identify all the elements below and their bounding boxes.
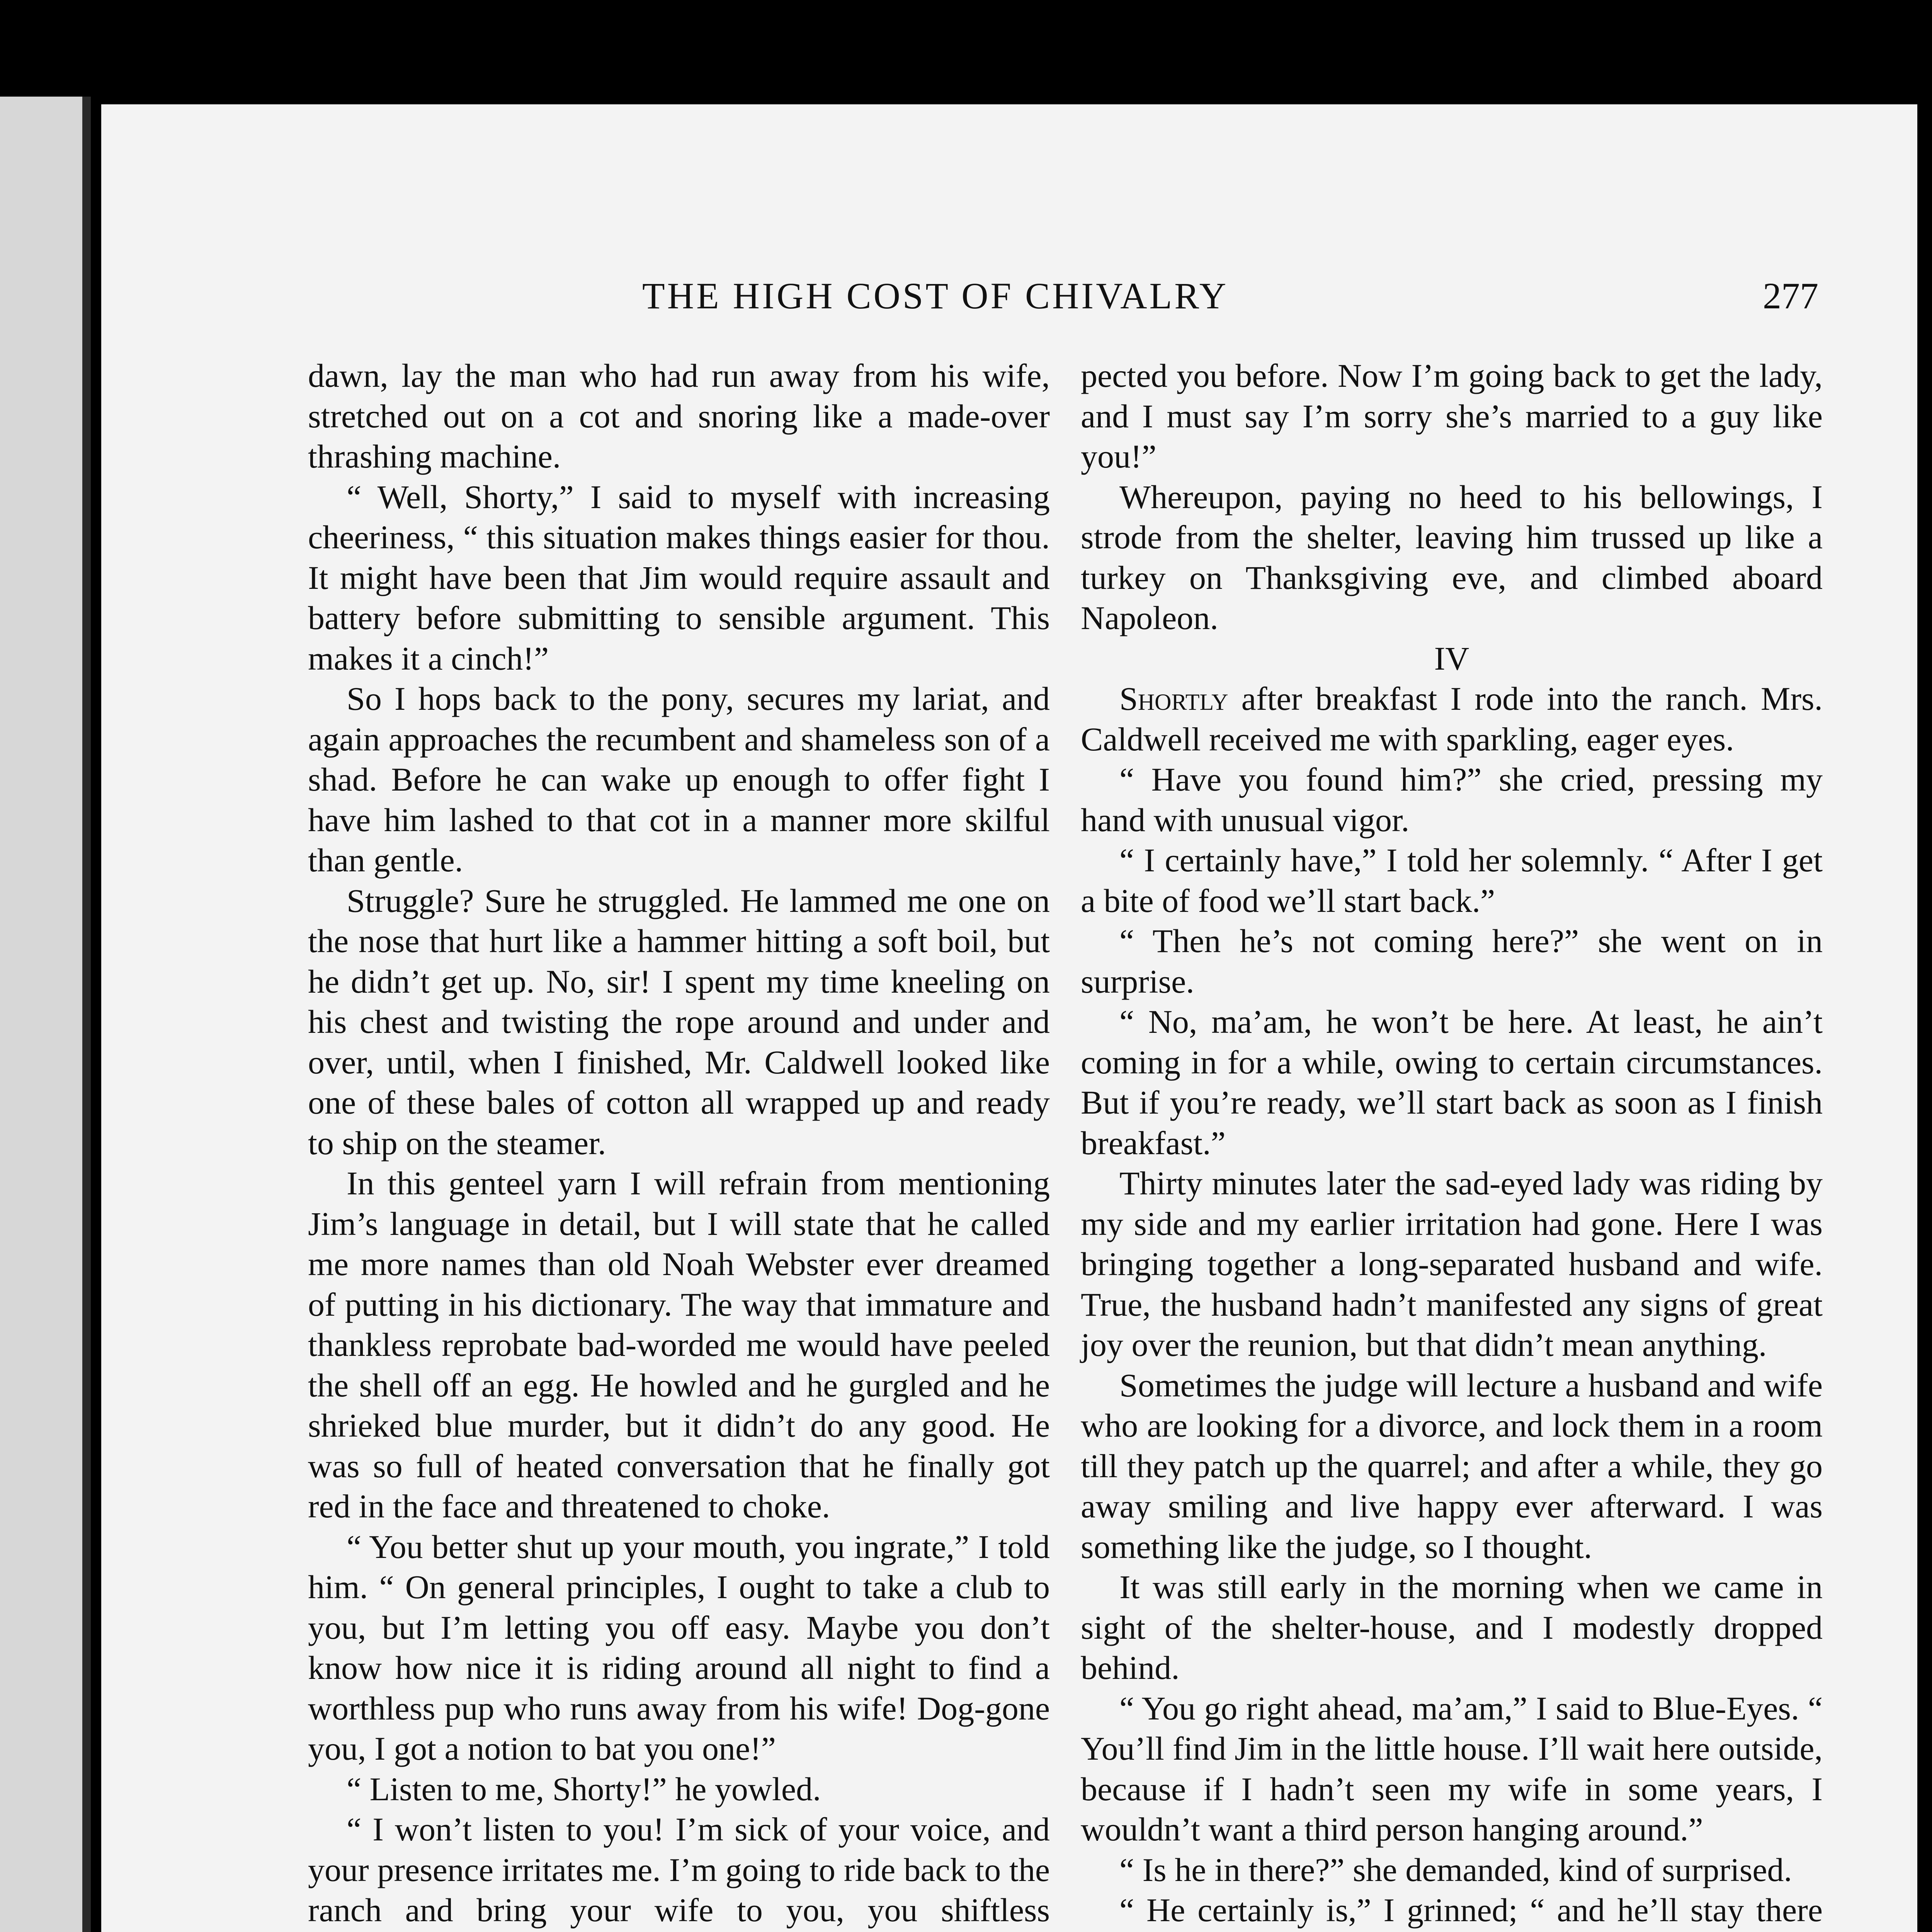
page-number: 277 — [1763, 275, 1818, 316]
paragraph-text: after breakfast I rode into the ranch. Mrs. Caldwell received me with sparkling, eager eyes. — [1081, 680, 1823, 758]
paragraph: “ He certainly is,” I grinned; “ and he’ll stay there — [1119, 1891, 1823, 1929]
paragraph: “ Have you found him?” she cried, pressing my hand with unusual vigor. — [1081, 761, 1823, 838]
paragraph: Whereupon, paying no heed to his bellowings, I strode from the shelter, leaving him trussed up like a turkey on Thanksgiving eve, and climbed aboard Napoleon. — [1081, 478, 1823, 636]
paragraph: Sometimes the judge will lecture a husband and wife who are looking for a divorce, and lock them in a room till they patch up the quarrel; and after a while, they go away smiling and live happy ever afterward. I was something like the judge, so I thought. — [1081, 1366, 1823, 1565]
paragraph: “ I certainly have,” I told her solemnly. “ After I get a bite of food we’ll start back.” — [1081, 842, 1823, 919]
paragraph: “ You go right ahead, ma’am,” I said to Blue-Eyes. “ You’ll find Jim in the little house. I’ll wait here outside, because if I hadn’t seen my wife in some years, I wouldn’t want a third person hanging around.” — [1081, 1689, 1823, 1848]
running-head — [101, 274, 1917, 336]
left-column — [308, 355, 1050, 1932]
paragraph: “ You better shut up your mouth, you ingrate,” I told him. “ On general principles, I ought to take a club to you, but I’m letting you off easy. Maybe you don’t know how nice it is riding around all night to find a worthless pup who runs away from his wife! Dog-gone you, I got a notion to bat you one!” — [308, 1528, 1050, 1767]
paragraph: It was still early in the morning when we came in sight of the shelter-house, and I modestly dropped behind. — [1081, 1568, 1823, 1686]
right-column — [1081, 355, 1823, 1932]
book-page — [101, 104, 1917, 1932]
adjacent-page-edge — [0, 97, 91, 1932]
paragraph: Struggle? Sure he struggled. He lammed me one on the nose that hurt like a hammer hitting a soft boil, but he didn’t get up. No, sir! I spent my time kneeling on his chest and twisting the rope around and under and over, until, when I finished, Mr. Caldwell looked like one of these bales of cotton all wrapped up and ready to ship on the steamer. — [308, 882, 1050, 1162]
lead-in-word: Shortly — [1119, 680, 1228, 717]
paragraph: So I hops back to the pony, secures my lariat, and again approaches the recumbent and shameless son of a shad. Before he can wake up enough to offer fight I have him lashed to that cot in a manner more skilful than gentle. — [308, 680, 1050, 879]
paragraph: “ Well, Shorty,” I said to myself with increasing cheeriness, “ this situation makes things easier for thou. It might have been that Jim would require assault and battery before submitting to sensible argument. This makes it a cinch!” — [308, 478, 1050, 677]
paragraph: “ I won’t listen to you! I’m sick of your voice, and your presence irritates me. I’m going to ride back to the ranch and bring your wife to you, you shiftless — [308, 1811, 1050, 1929]
paragraph: “ Then he’s not coming here?” she went on in surprise. — [1081, 922, 1823, 1000]
section-heading: IV — [1434, 639, 1469, 677]
paragraph: dawn, lay the man who had run away from his wife, stretched out on a cot and snoring like a made-over thrashing machine. — [308, 357, 1050, 475]
paragraph: “ Listen to me, Shorty!” he yowled. — [347, 1770, 821, 1808]
paragraph: In this genteel yarn I will refrain from mentioning Jim’s language in detail, but I will state that he called me more names than old Noah Webster ever dreamed of putting in his dictionary. The way that immature and thankless reprobate bad-worded me would have peeled the shell off an egg. He howled and he gurgled and he shrieked blue murder, but it didn’t do any good. He was so full of heated conversation that he finally got red in the face and threatened to choke. — [308, 1165, 1050, 1525]
paragraph — [1081, 679, 1823, 759]
paragraph: “ Is he in there?” she demanded, kind of surprised. — [1119, 1851, 1792, 1888]
running-title: THE HIGH COST OF CHIVALRY — [642, 275, 1229, 316]
paragraph: pected you before. Now I’m going back to get the lady, and I must say I’m sorry she’s married to a guy like you!” — [1081, 357, 1823, 475]
paragraph: Thirty minutes later the sad-eyed lady was riding by my side and my earlier irritation had gone. Here I was bringing together a long-separated husband and wife. True, the husband hadn’t manifested any signs of great joy over the reunion, but that didn’t mean anything. — [1081, 1165, 1823, 1363]
paragraph: “ No, ma’am, he won’t be here. At least, he ain’t coming in for a while, owing to certain circumstances. But if you’re ready, we’ll start back as soon as I finish breakfast.” — [1081, 1003, 1823, 1162]
